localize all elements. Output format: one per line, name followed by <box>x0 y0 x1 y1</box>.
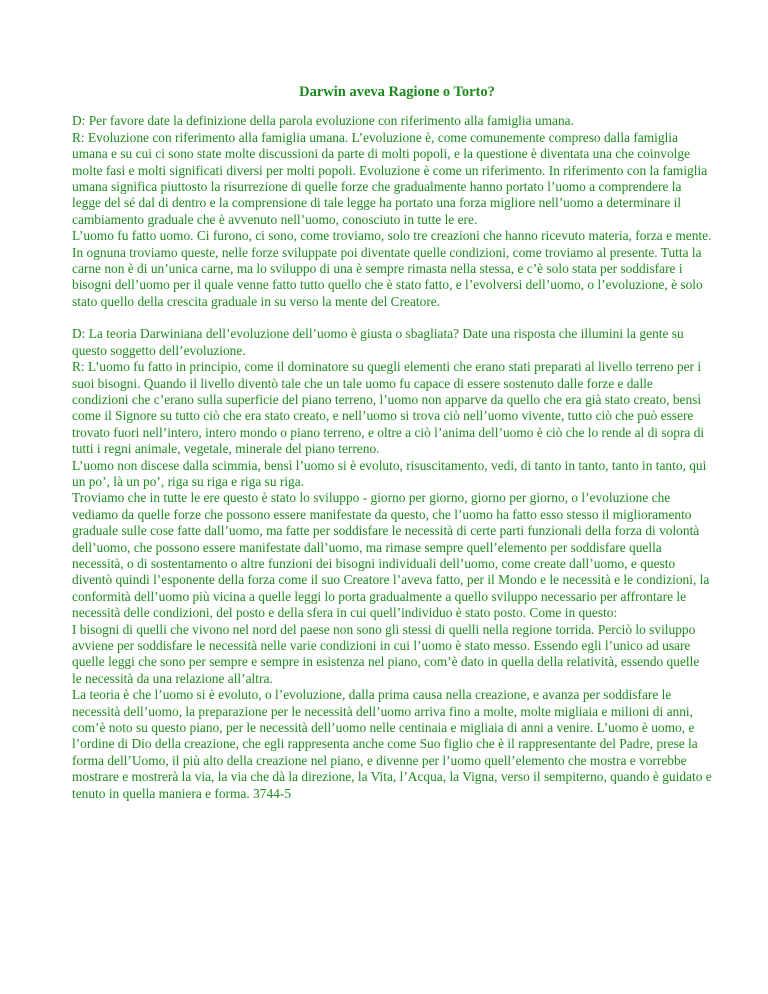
question-1: D: Per favore date la definizione della parola evoluzione con riferimento alla famiglia umana. <box>72 113 574 129</box>
section-spacer <box>72 310 712 326</box>
answer-2-paragraph-4: I bisogni di quelli che vivono nel nord del paese non sono gli stessi di quelli nella regione torrida. Perciò lo sviluppo avviene per soddisfare le necessità nelle varie condizioni in cui l’uomo è stato messo. Essendo egli l’unico ad usare quelle leggi che sono per sempre e sempre in esistenza nel piano, com’è dato in quella della relatività, essendo quelle le necessità da una relazione all’altra. <box>72 621 700 686</box>
answer-1: R: Evoluzione con riferimento alla famiglia umana. L’evoluzione è, come comunemente compreso dalla famiglia umana e su cui ci sono state molte discussioni da parte di molti popoli, e la questione è diventata una che coinvolge molte fasi e molti significati diversi per molti popoli. Evoluzione è come un riferimento. In riferimento con la famiglia umana significa piuttosto la risurrezione di quelle forze che gradualmente hanno portato l’uomo a comprendere la legge del sé dal di dentro e la comprensione di tale legge ha portato una forza migliore nell’uomo a determinare il cambiamento graduale che è avvenuto nell’uomo, conosciuto in tutte le ere. <box>72 129 708 227</box>
document-title: Darwin aveva Ragione o Torto? <box>299 84 495 100</box>
answer-1-paragraph-2: L’uomo fu fatto uomo. Ci furono, ci sono, come troviamo, solo tre creazioni che hanno ricevuto materia, forza e mente. In ognuna troviamo queste, nelle forze sviluppate poi diventate quelle condizioni, come troviamo al presente. Tutta la carne non è di un’unica carne, ma lo sviluppo di una è sempre rimasta nella stessa, e c’è solo stata per soddisfare i bisogni dell’uomo per il quale venne fatto tutto quello che è stato fatto, e l’evolversi dell’uomo, o l’evoluzione, è solo stato quello della crescita graduale in su verso la mente del Creatore. <box>72 228 712 309</box>
answer-2-paragraph-5: La teoria è che l’uomo si è evoluto, o l’evoluzione, dalla prima causa nella creazione, e avanza per soddisfare le necessità dell’uomo, la preparazione per le necessità dell’uomo arriva fino a molte, molte migliaia e milioni di anni, com’è noto su questo piano, per le necessità dell’uomo nelle centinaia e migliaia di anni a venire. L’uomo è uomo, e l’ordine di Dio della creazione, che egli rappresenta anche come Suo figlio che è il rappresentante del Padre, prese la forma dell’Uomo, il più alto della creazione nel piano, e divenne per l’uomo quell’elemento che mostra e vorrebbe mostrare e mostrerà la via, la via che dà la direzione, la Vita, l’Acqua, la Vigna, verso il sempiterno, quando è guidato e tenuto in quella maniera e forma. 3744-5 <box>72 687 712 801</box>
answer-2-paragraph-3: Troviamo che in tutte le ere questo è stato lo sviluppo - giorno per giorno, giorno per giorno, o l’evoluzione che vediamo da quelle forze che possono essere manifestate da questo, che l’uomo ha fatto esso stesso il miglioramento graduale sulle cose fatte dall’uomo, ma fatte per soddisfare le necessità di certe parti funzionali della forza di volontà dell’uomo, che possono essere manifestate dall’uomo, ma rimase sempre quell’elemento per soddisfare quella necessità, o di sostentamento o altre funzioni dei bisogni individuali dell’uomo, come create dall’uomo, e questo diventò quindi l’esponente della forza come il suo Creatore l’aveva fatto, per il Mondo e le necessità e le condizioni, la conformità dell’uomo più vicina a quelle leggi lo porta gradualmente a quello sviluppo necessario per affrontare le necessità delle condizioni, del posto e della sfera in cui quell’individuo è stato posto. Come in questo: <box>72 490 710 621</box>
answer-2: R: L’uomo fu fatto in principio, come il dominatore su quegli elementi che erano stati preparati al livello terreno per i suoi bisogni. Quando il livello diventò tale che un tale uomo fu capace di essere sostenuto dalle forze e dalle condizioni che c’erano sulla superficie del piano terreno, l’uomo non apparve da quello che era già stato creato, bensì come il Signore su tutto ciò che era stato creato, e nell’uomo si trova ciò nell’uomo vivente, tutto ciò che può essere trovato fuori nell’intero, intero mondo o piano terreno, e oltre a ciò l’anima dell’uomo è ciò che lo rende al di sopra di tutti i regni animale, vegetale, minerale del piano terreno. <box>72 359 705 457</box>
question-2: D: La teoria Darwiniana dell’evoluzione dell’uomo è giusta o sbagliata? Date una risposta che illumini la gente su questo soggetto dell’evoluzione. <box>72 326 684 358</box>
answer-2-paragraph-2: L’uomo non discese dalla scimmia, bensì l’uomo si è evoluto, risuscitamento, vedi, di tanto in tanto, tanto in tanto, qui un po’, là un po’, riga su riga e riga su riga. <box>72 457 707 489</box>
document-body <box>72 84 712 802</box>
